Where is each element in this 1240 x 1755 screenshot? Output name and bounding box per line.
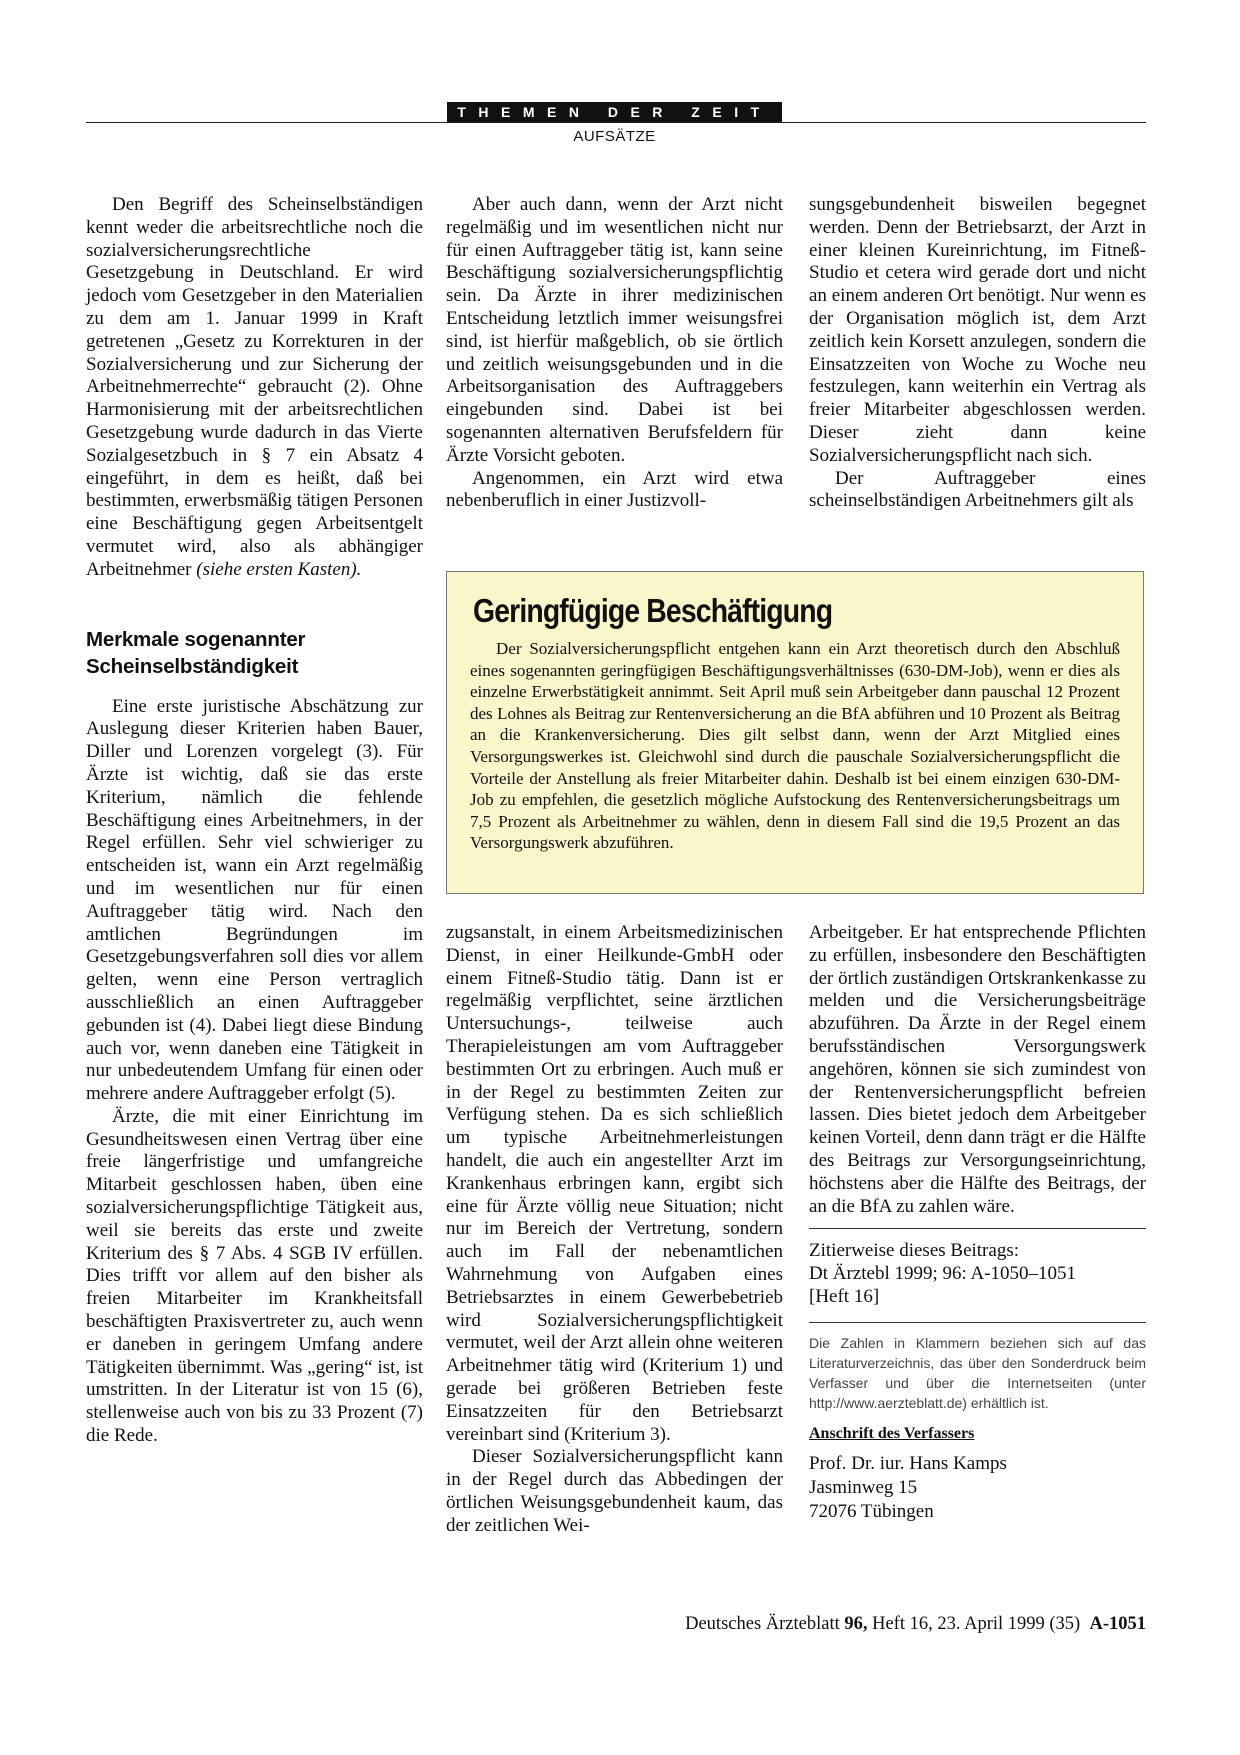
paragraph: Aber auch dann, wenn der Arzt nicht regelmäßig und im wesentlichen nicht nur für einen Auftraggeber tätig ist, kann seine Beschäftigung sozialversicherungspflichtig sein. Da Ärzte in ihrer medizinischen Entscheidung letztlich immer weisungsfrei sind, ist hierfür maßgeblich, ob sie örtlich und zeitlich weisungsgebunden und in die Arbeitsorganisation des Auftraggebers eingebunden sind. Dabei ist bei sogenannten alternativen Berufsfeldern für Ärzte Vorsicht geboten. <box>446 194 783 466</box>
header-rule <box>86 122 1146 123</box>
paragraph: Den Begriff des Scheinselbständigen kennt weder die arbeitsrechtliche noch die sozialversicherungsrechtliche Gesetzgebung in Deutschland. Er wird jedoch vom Gesetzgeber in den Materialien zu dem am 1. Januar 1999 in Kraft getretenen „Gesetz zu Korrekturen in der Sozialversicherung und zur Sicherung der Arbeitnehmerrechte“ gebraucht (2). Ohne Harmonisierung mit der arbeitsrechtlichen Gesetzgebung wurde dadurch in das Vierte Sozialgesetzbuch in § 7 ein Absatz 4 eingeführt, in dem es heißt, daß bei bestimmten, erwerbsmäßig tätigen Personen eine Beschäftigung gegen Arbeitsentgelt vermutet wird, also als abhängiger Arbeitnehmer (siehe ersten Kasten). <box>86 194 423 580</box>
info-box-title: Geringfügige Beschäftigung <box>473 592 833 629</box>
column-2-bottom <box>446 922 783 1538</box>
address-heading: Anschrift des Verfassers <box>809 1425 975 1443</box>
column-3-top <box>809 194 1146 513</box>
references-note: Die Zahlen in Klammern beziehen sich auf das Literaturverzeichnis, das über den Sonderdruck beim Verfasser und über die Internetseiten (unter http://www.aerzteblatt.de) erhältlich ist. <box>809 1335 1146 1412</box>
column-2-top <box>446 194 783 513</box>
subsection-label: AUFSÄTZE <box>573 128 656 145</box>
info-box <box>446 571 1144 894</box>
column-1 <box>86 194 423 1448</box>
paragraph: sungsgebundenheit bisweilen begegnet werden. Denn der Betriebsarzt, der Arzt in einer kleinen Kureinrichtung, im Fitneß-Studio et cetera wird gerade dort und nicht an einem anderen Ort benötigt. Nur wenn es der Organisation möglich ist, dem Arzt zeitlich kein Korsett anzulegen, sondern die Einsatzzeiten von Woche zu Woche neu festzulegen, kann weiterhin ein Vertrag als freier Mitarbeiter abgeschlossen werden. Dieser zieht dann keine Sozialversicherungspflicht nach sich. <box>809 194 1146 466</box>
paragraph: zugsanstalt, in einem Arbeitsmedizinischen Dienst, in einer Heilkunde-GmbH oder einem Fitneß-Studio tätig. Dann ist er regelmäßig verpflichtet, seine ärztlichen Untersuchungs-, teilweise auch Therapieleistungen am vom Auftraggeber bestimmten Ort zu erbringen. Auch muß er in der Regel zu bestimmten Zeiten zur Verfügung stehen. Da es sich schließlich um typische Arbeitnehmerleistungen handelt, die auch ein angestellter Arzt im Krankenhaus erbringen kann, ergibt sich eine für Ärzte völlig neue Situation; nicht nur im Bereich der Vertretung, sondern auch im Fall der nebenamtlichen Wahrnehmung von Aufgaben eines Betriebsarztes in einem Gewerbebetrieb wird Sozialversicherungspflichtigkeit vermutet, weil der Arzt allein ohne weiteren Arbeitnehmer tätig wird (Kriterium 1) und gerade bei größeren Betrieben feste Einsatzzeiten für den Betriebsarzt vereinbart sind (Kriterium 3). <box>446 922 783 1445</box>
paragraph: Angenommen, ein Arzt wird etwa nebenberuflich in einer Justizvoll- <box>446 467 783 512</box>
divider <box>809 1228 1146 1229</box>
divider <box>809 1322 1146 1323</box>
paragraph: Ärzte, die mit einer Einrichtung im Gesundheitswesen einen Vertrag über eine freie längerfristige und umfangreiche Mitarbeit geschlossen haben, üben eine sozialversicherungspflichtige Tätigkeit aus, weil sie bereits das erste und zweite Kriterium des § 7 Abs. 4 SGB IV erfüllen. Dies trifft vor allem auf den bisher als freien Mitarbeiter im Krankheitsfall beschäftigten Praxisvertreter zu, auch wenn er daneben in geringem Umfang andere Tätigkeiten übernimmt. Was „gering“ ist, ist umstritten. In der Literatur ist von 15 (6), stellenweise auch von bis zu 33 Prozent (7) die Rede. <box>86 1105 423 1447</box>
paragraph: Arbeitgeber. Er hat entsprechende Pflichten zu erfüllen, insbesondere den Beschäftigten der örtlich zuständigen Ortskrankenkasse zu melden und die Versicherungsbeiträge abzuführen. Da Ärzte in der Regel einem berufsständischen Versorgungswerk angehören, können sie sich zumindest von der Rentenversicherungspflicht befreien lassen. Dies bietet jedoch dem Arbeitgeber keinen Vorteil, denn dann trägt er die Hälfte des Beitrags zur Versorgungseinrichtung, höchstens aber die Hälfte des Beitrags, der an die BfA zu zahlen wäre. <box>809 922 1146 1217</box>
section-banner: THEMEN DER ZEIT <box>447 102 782 122</box>
italic-reference: (siehe ersten Kasten). <box>196 558 362 580</box>
paragraph: Eine erste juristische Abschätzung zur Auslegung dieser Kriterien haben Bauer, Diller und Lorenzen vorgelegt (3). Für Ärzte ist wichtig, daß sie das erste Kriterium, nämlich die fehlende Beschäftigung eines Arbeitnehmers, in der Regel erfüllen. Sehr viel schwieriger zu entscheiden ist, wann ein Arzt regelmäßig und im wesentlichen nur für einen Auftraggeber tätig wird. Nach den amtlichen Begründungen im Gesetzgebungsverfahren soll dies vor allem gelten, wenn eine Person vertraglich ausschließlich an einen Auftraggeber gebunden ist (4). Dabei liegt diese Bindung auch vor, wenn daneben eine Tätigkeit in nur unbedeutendem Umfang für einen oder mehrere andere Auftraggeber erfolgt (5). <box>86 695 423 1105</box>
page-footer: Deutsches Ärzteblatt 96, Heft 16, 23. April 1999 (35) A-1051 <box>685 1614 1146 1634</box>
page-number: A-1051 <box>1089 1614 1146 1634</box>
info-box-text: Der Sozialversicherungspflicht entgehen kann ein Arzt theoretisch durch den Abschluß eines sogenannten geringfügigen Beschäftigungsverhältnisses (630-DM-Job), wenn er dies als einzelne Erwerbstätigkeit annimmt. Seit April muß sein Arbeitgeber dann pauschal 12 Prozent des Lohnes als Beitrag zur Rentenversicherung an die BfA abführen und 10 Prozent als Beitrag an die Krankenversicherung. Dies gilt selbst dann, wenn der Arzt Mitglied eines Versorgungswerkes ist. Gleichwohl sind durch die pauschale Sozialversicherungspflicht die Vorteile der Anstellung als freier Mitarbeiter dahin. Deshalb ist bei einem einzigen 630-DM-Job zu empfehlen, die gesetzlich mögliche Aufstockung des Rentenversicherungsbeitrags um 7,5 Prozent als Arbeitnehmer zu wählen, denn in diesem Fall sind die 19,5 Prozent an das Versorgungswerk abzuführen. <box>470 639 1120 853</box>
citation: Zitierweise dieses Beitrags: Dt Ärztebl 1999; 96: A-1050–1051 [Heft 16] <box>809 1240 1077 1308</box>
section-heading: Merkmale sogenannter Scheinselbständigkeit <box>86 627 306 678</box>
paragraph: Dieser Sozialversicherungspflicht kann in der Regel durch das Abbedingen der örtlichen Weisungsgebundenheit kaum, das der zeitlichen Wei- <box>446 1446 783 1536</box>
author-address: Prof. Dr. iur. Hans Kamps Jasminweg 15 72076 Tübingen <box>809 1453 1007 1523</box>
column-3-bottom <box>809 922 1146 1524</box>
paragraph: Der Auftraggeber eines scheinselbständigen Arbeitnehmers gilt als <box>809 467 1146 512</box>
